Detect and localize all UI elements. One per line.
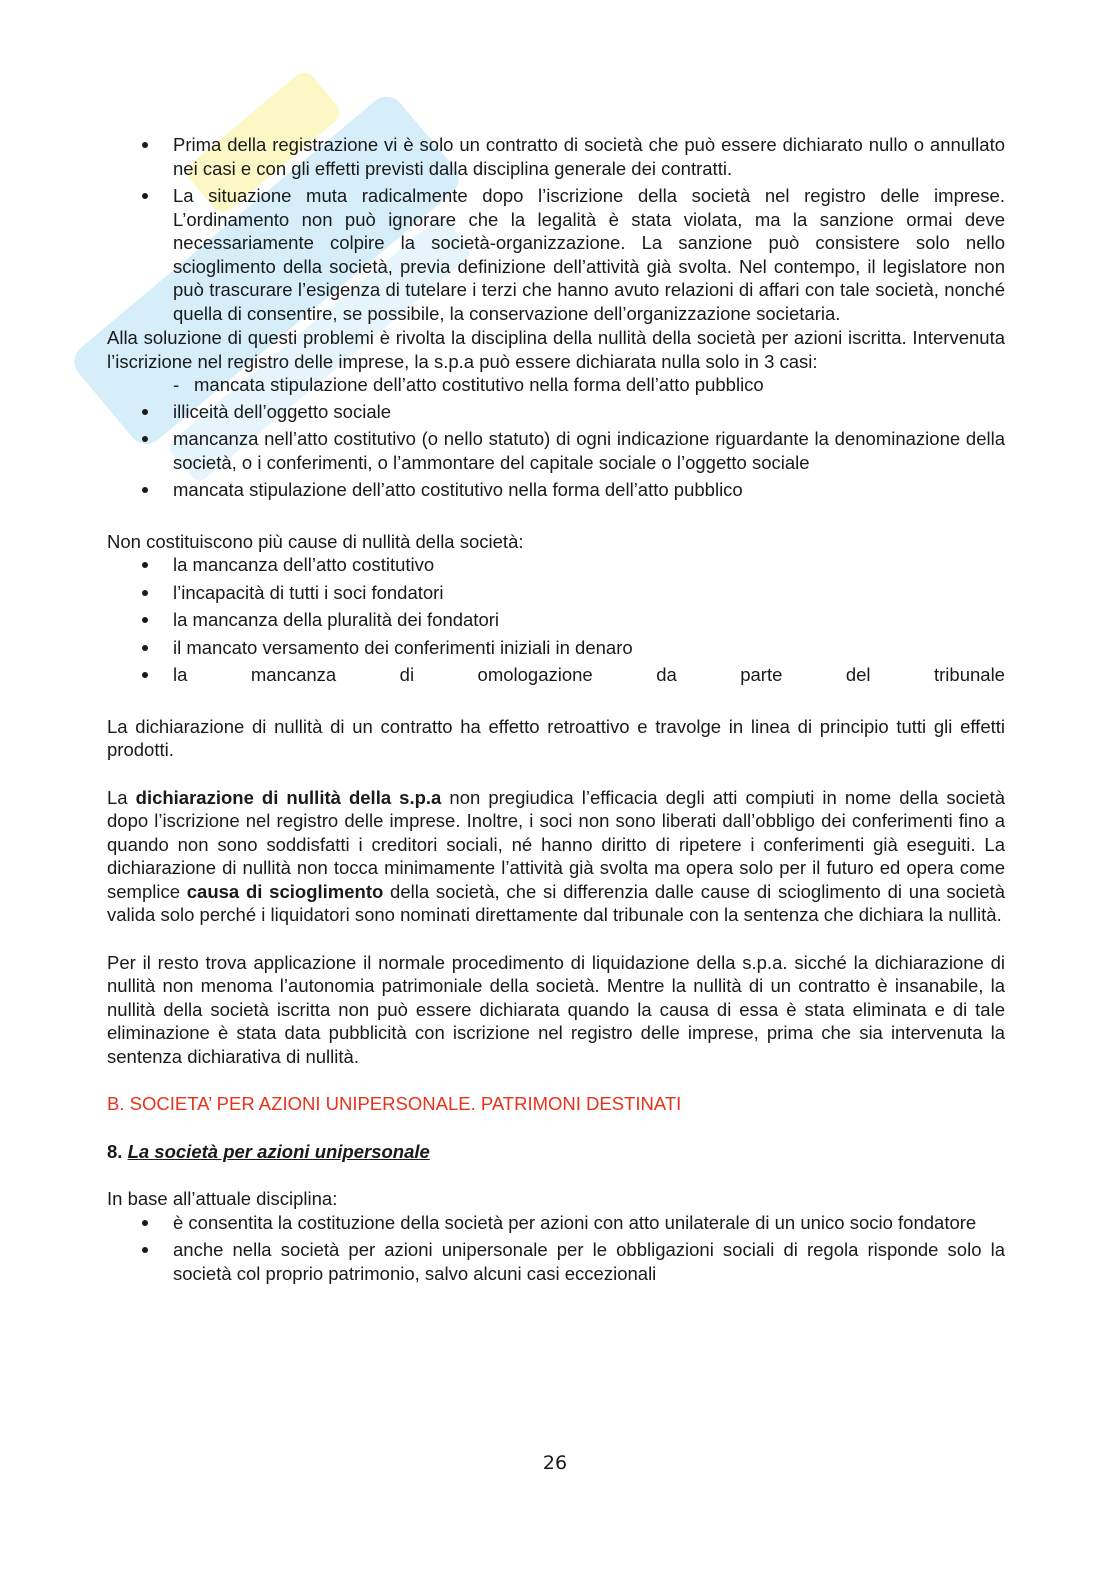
paragraph-non-cause: Non costituiscono più cause di nullità della società: [107, 530, 524, 552]
list-item-dash: - mancata stipulazione dell’atto costitutivo nella forma dell’atto pubblico [107, 373, 1005, 397]
bullet-list-unipersonale [107, 1211, 1005, 1286]
section-heading-b: B. SOCIETA’ PER AZIONI UNIPERSONALE. PATRIMONI DESTINATI [107, 1093, 682, 1114]
section-number: 8. [107, 1140, 128, 1162]
word: di [399, 664, 415, 685]
list-item [107, 663, 1005, 687]
section-heading-8 [107, 1140, 1005, 1164]
bullet-list-registration [107, 133, 1005, 325]
bullet-list-cases [107, 373, 1005, 502]
section-title: La società per azioni unipersonale [127, 1140, 430, 1162]
paragraph-solution: Alla soluzione di questi problemi è rivolta la disciplina della nullità della società per azioni iscritta. Intervenuta l’iscrizione nel registro delle imprese, la s.p.a può essere dichiarata nulla solo in 3 casi: [107, 327, 1005, 372]
text-run: della società, che si differenzia dalle cause di scioglimento di una società valida solo perché i liquidatori sono nominati direttamente dal tribunale con la sentenza che dichiara la nullità. [107, 880, 1005, 925]
word: omologazione [477, 664, 593, 685]
paragraph-liquidation: Per il resto trova applicazione il normale procedimento di liquidazione della s.p.a. sicché la dichiarazione di nullità non menoma l’autonomia patrimoniale della società. Mentre la nullità di un contratto è insanabile, la nullità della società iscritta non può essere dichiarata quando la causa di essa è stata eliminata e di tale eliminazione è stata data pubblicità con iscrizione nel registro delle imprese, prima che sia intervenuta la sentenza dichiarativa di nullità. [107, 951, 1005, 1067]
list-item: mancanza nell’atto costitutivo (o nello statuto) di ogni indicazione riguardante la denominazione della società, o i conferimenti, o l’ammontare del capitale sociale o l’oggetto sociale [107, 427, 1005, 474]
word: la [173, 664, 188, 685]
word: tribunale [934, 664, 1005, 685]
list-item: è consentita la costituzione della società per azioni con atto unilaterale di un unico socio fondatore [107, 1211, 1005, 1235]
paragraph-declaration [107, 786, 1005, 927]
list-item: il mancato versamento dei conferimenti iniziali in denaro [107, 636, 1005, 660]
list-item: l’incapacità di tutti i soci fondatori [107, 581, 1005, 605]
list-item: mancata stipulazione dell’atto costitutivo nella forma dell’atto pubblico [107, 478, 1005, 502]
paragraph-retroactive: La dichiarazione di nullità di un contratto ha effetto retroattivo e travolge in linea di principio tutti gli effetti prodotti. [107, 715, 1005, 760]
list-item: anche nella società per azioni unipersonale per le obbligazioni sociali di regola risponde solo la società col proprio patrimonio, salvo alcuni casi eccezionali [107, 1238, 1005, 1285]
list-item: Prima della registrazione vi è solo un contratto di società che può essere dichiarato nullo o annullato nei casi e con gli effetti previsti dalla disciplina generale dei contratti. [107, 133, 1005, 180]
bold-term: dichiarazione di nullità della s.p.a [135, 786, 442, 808]
word: da [656, 664, 677, 685]
list-item: La situazione muta radicalmente dopo l’iscrizione della società nel registro delle imprese. L’ordinamento non può ignorare che la legalità è stata violata, ma la sanzione ormai deve necessariamente colpire la società-organizzazione. La sanzione può consistere solo nello scioglimento della società, previa definizione dell’attività già svolta. Nel contempo, il legislatore non può trascurare l’esigenza di tutelare i terzi che hanno avuto relazioni di affari con tale società, nonché quella di consentire, se possibile, la conservazione dell’organizzazione societaria. [107, 184, 1005, 325]
list-item: la mancanza dell’atto costitutivo [107, 553, 1005, 577]
page-body [107, 133, 1005, 1289]
bold-term: causa di scioglimento [186, 880, 384, 902]
word: del [845, 664, 871, 685]
page-number: 26 [542, 1452, 568, 1474]
bullet-list-non-causes [107, 553, 1005, 687]
paragraph-base: In base all’attuale disciplina: [107, 1188, 338, 1209]
word: parte [740, 664, 783, 685]
list-item: la mancanza della pluralità dei fondatori [107, 608, 1005, 632]
list-item: illiceità dell’oggetto sociale [107, 400, 1005, 424]
justified-line [173, 663, 1005, 687]
word: mancanza [250, 664, 337, 685]
text-run: non pregiudica l’efficacia degli atti compiuti in nome della società dopo l’iscrizione nel registro delle imprese. Inoltre, i soci non sono liberati dall’obbligo dei conferimenti fino a quando non sono soddisfatti i creditori sociali, né hanno diritto di ripetere i conferimenti già eseguiti. La dichiarazione di nullità non tocca minimamente l’attività già svolta ma opera solo per il futuro ed opera come semplice [107, 786, 1006, 902]
text-run: La [107, 786, 136, 808]
